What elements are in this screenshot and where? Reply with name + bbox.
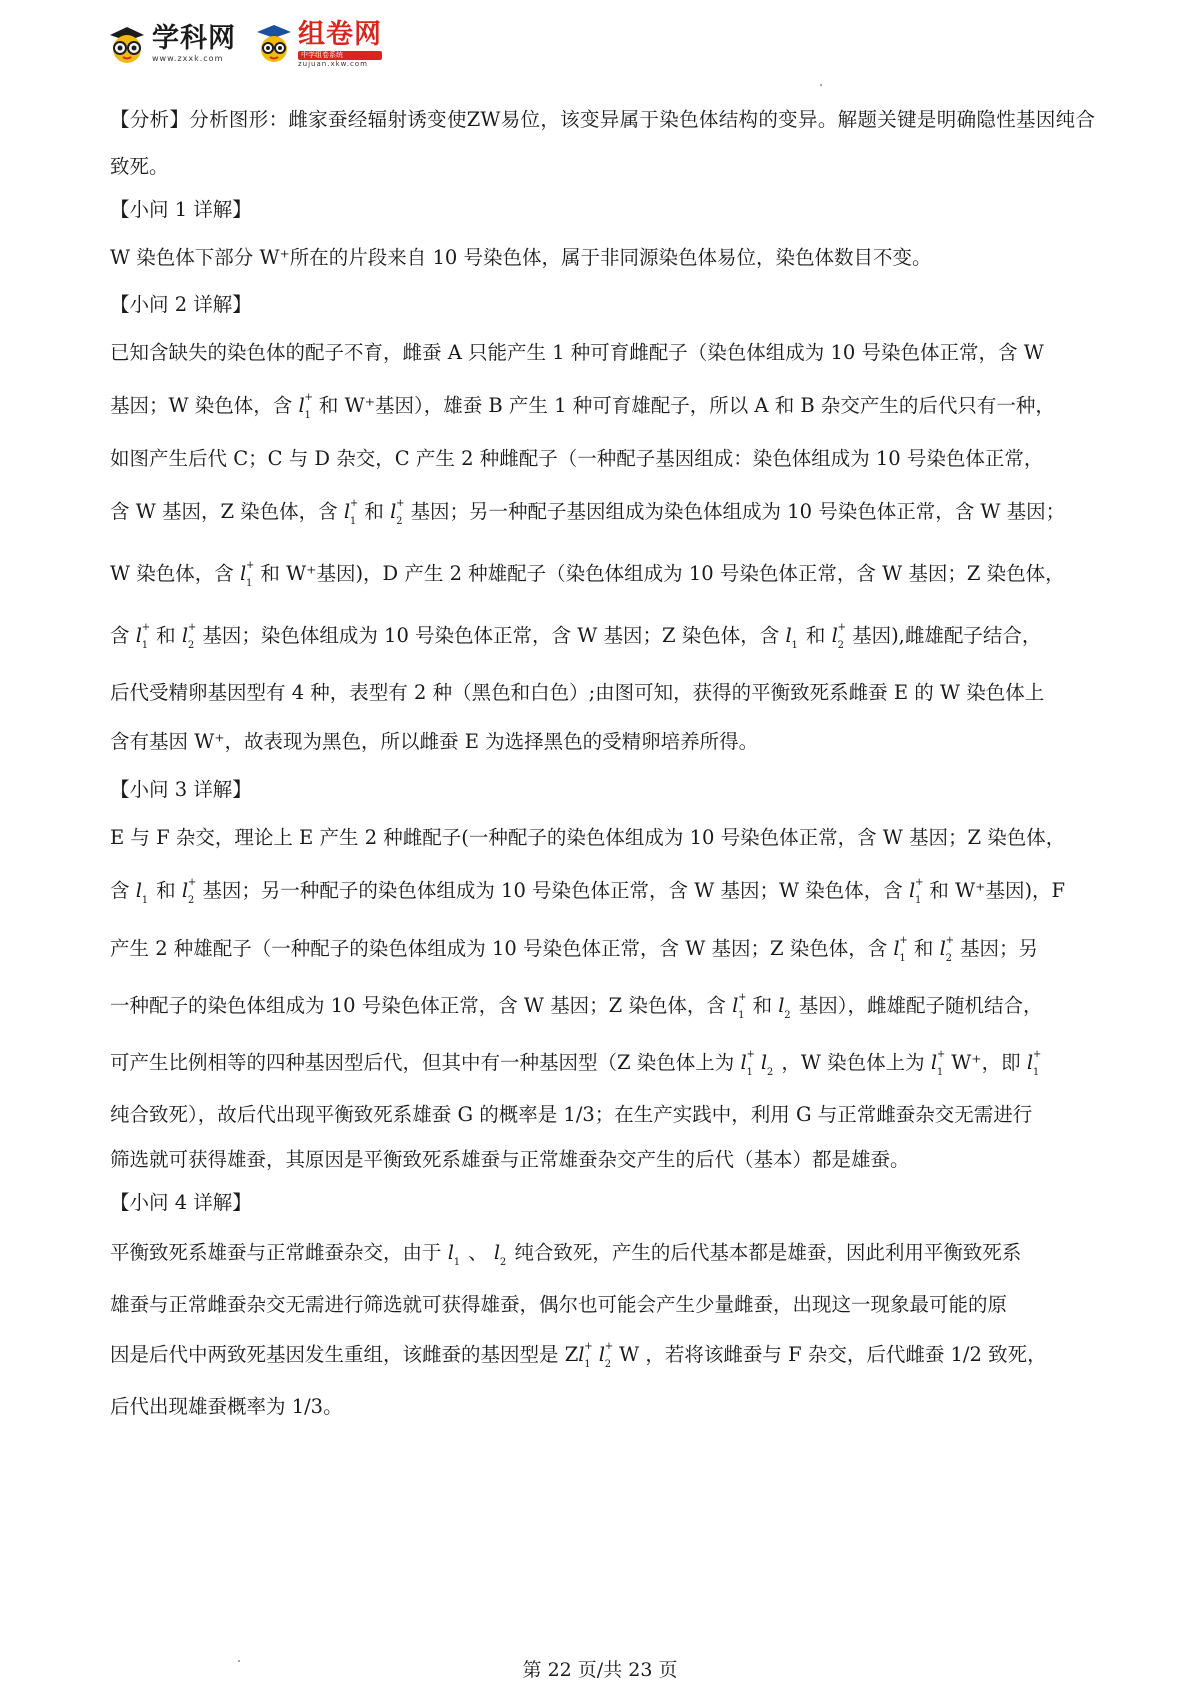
gene-l1: l 1 [785, 624, 798, 651]
gene-l1-plus: l + 1 [893, 935, 908, 964]
q2-line: W 染色体，含 l + 1 和 W⁺基因)，D 产生 2 种雄配子（染色体组成为 10 号染色体正常，含 W 基因；Z 染色体， [110, 560, 1065, 589]
q3-line: 纯合致死），故后代出现平衡致死系雄蚕 G 的概率是 1/3；在生产实践中，利用 G 与正常雌蚕杂交无需进行 [110, 1103, 1033, 1126]
q2-line: 已知含缺失的染色体的配子不育，雌蚕 A 只能产生 1 种可育雌配子（染色体组成为 10 号染色体正常，含 W [110, 341, 1044, 364]
text: 和 W⁺基因），雄蚕 B 产生 1 种可育雄配子，所以 A 和 B 杂交产生的后代只有一种， [318, 394, 1055, 417]
zujuan-logo-url: zujuan.xkw.com [298, 59, 368, 68]
q2-line: 如图产生后代 C；C 与 D 杂交，C 产生 2 种雌配子（一种配子基因组成：染色体组成为 10 号染色体正常， [110, 447, 1044, 470]
q2-line: 含 W 基因，Z 染色体，含 l + 1 和 l + 2 基因；另一种配子基因组成为染色体组成为 10 号染色体正常，含 W 基因； [110, 498, 1066, 527]
zxxk-logo[interactable] [106, 18, 236, 70]
gene-l1-plus: l + 1 [578, 1341, 593, 1370]
mascot-icon [254, 22, 294, 66]
zxxk-logo-url: www.zxxk.com [152, 54, 224, 63]
gene-l1-plus: l + 1 [930, 1049, 946, 1078]
gene-l2: l 2 [778, 994, 791, 1021]
gene-l1-plus: l + 1 [239, 560, 255, 589]
gene-l1: l 1 [447, 1241, 461, 1268]
q3-line: 可产生比例相等的四种基因型后代，但其中有一种基因型（Z 染色体上为 l + 1 l 2 ，W 染色体上为 l + 1 W⁺，即 l + 1 [110, 1049, 1042, 1078]
gene-l2-plus: l + 2 [181, 622, 197, 651]
gene-l1-plus: l + 1 [298, 392, 313, 421]
zujuan-logo-badge: 中学组卷系统 [298, 51, 382, 60]
q4-line: 因是后代中两致死基因发生重组，该雌蚕的基因型是 Zl + 1 l + 2 W ，若将该雌蚕与 F 杂交，后代雌蚕 1/2 致死， [110, 1341, 1047, 1370]
text: 基因；W 染色体，含 [110, 394, 293, 417]
q1-text: W 染色体下部分 W⁺所在的片段来自 10 号染色体，属于非同源染色体易位，染色体数目不变。 [110, 246, 932, 269]
gene-l1-plus: l + 1 [343, 498, 359, 527]
q1-heading: 【小问 1 详解】 [110, 198, 252, 221]
zxxk-logo-title: 学科网 [152, 23, 236, 54]
q2-line: 含 l + 1 和 l + 2 基因；染色体组成为 10 号染色体正常，含 W 基因；Z 染色体，含 l 1 和 l + 2 基因),雌雄配子结合， [110, 622, 1042, 651]
gene-l2: l 2 [493, 1241, 507, 1268]
q2-line [110, 392, 1095, 419]
q3-line: E 与 F 杂交，理论上 E 产生 2 种雌配子(一种配子的染色体组成为 10 号染色体正常，含 W 基因；Z 染色体， [110, 826, 1066, 849]
gene-l1-plus: l + 1 [908, 877, 924, 906]
q3-line: 一种配子的染色体组成为 10 号染色体正常，含 W 基因；Z 染色体，含 l + 1 和 l 2 基因），雌雄配子随机结合， [110, 992, 1043, 1021]
owl-mascot-icon [106, 23, 148, 65]
zujuan-logo-title: 组卷网 [298, 18, 382, 50]
q4-line: 雄蚕与正常雌蚕杂交无需进行筛选就可获得雄蚕，偶尔也可能会产生少量雌蚕，出现这一现象最可能的原 [110, 1293, 1008, 1316]
gene-l2-plus: l + 2 [831, 622, 847, 651]
gene-l1-plus: l + 1 [1026, 1049, 1042, 1078]
q3-heading: 【小问 3 详解】 [110, 778, 252, 801]
q3-line: 含 l 1 和 l + 2 基因；另一种配子的染色体组成为 10 号染色体正常，含 W 基因；W 染色体，含 l + 1 和 W⁺基因)，F [110, 877, 1066, 906]
gene-l1-plus: l + 1 [732, 992, 747, 1021]
gene-l2: l 2 [760, 1051, 774, 1078]
gene-l1: l 1 [135, 879, 149, 906]
gene-l2-plus: l + 2 [598, 1341, 614, 1370]
q2-line: 含有基因 W⁺，故表现为黑色，所以雌蚕 E 为选择黑色的受精卵培养所得。 [110, 730, 759, 753]
q2-line: 后代受精卵基因型有 4 种，表型有 2 种（黑色和白色）;由图可知，获得的平衡致死系雌蚕 E 的 W 染色体上 [110, 681, 1045, 704]
gene-l1-plus: l + 1 [740, 1049, 755, 1078]
scan-dot [820, 84, 822, 86]
analysis-paragraph: 【分析】分析图形：雌家蚕经辐射诱变使ZW易位，该变异属于染色体结构的变异。解题关键是明确隐性基因纯合致死。 [110, 108, 1095, 178]
gene-l2-plus: l + 2 [181, 877, 197, 906]
q4-heading: 【小问 4 详解】 [110, 1191, 252, 1214]
q2-heading: 【小问 2 详解】 [110, 293, 252, 316]
q4-line: 平衡致死系雄蚕与正常雌蚕杂交，由于 l 1 、 l 2 纯合致死，产生的后代基本都是雄蚕，因此利用平衡致死系 [110, 1241, 1022, 1268]
gene-l2-plus: l + 2 [939, 935, 954, 964]
zujuan-logo[interactable] [254, 18, 382, 70]
gene-l2-plus: l + 2 [390, 498, 405, 527]
q4-line: 后代出现雄蚕概率为 1/3。 [110, 1395, 343, 1418]
q3-line: 筛选就可获得雄蚕，其原因是平衡致死系雄蚕与正常雄蚕杂交产生的后代（基本）都是雄蚕。 [110, 1148, 910, 1171]
q3-line: 产生 2 种雄配子（一种配子的染色体组成为 10 号染色体正常，含 W 基因；Z 染色体，含 l + 1 和 l + 2 基因；另 [110, 935, 1039, 964]
page-number: 第 22 页/共 23 页 [522, 1659, 678, 1681]
gene-l1-plus: l + 1 [135, 622, 151, 651]
